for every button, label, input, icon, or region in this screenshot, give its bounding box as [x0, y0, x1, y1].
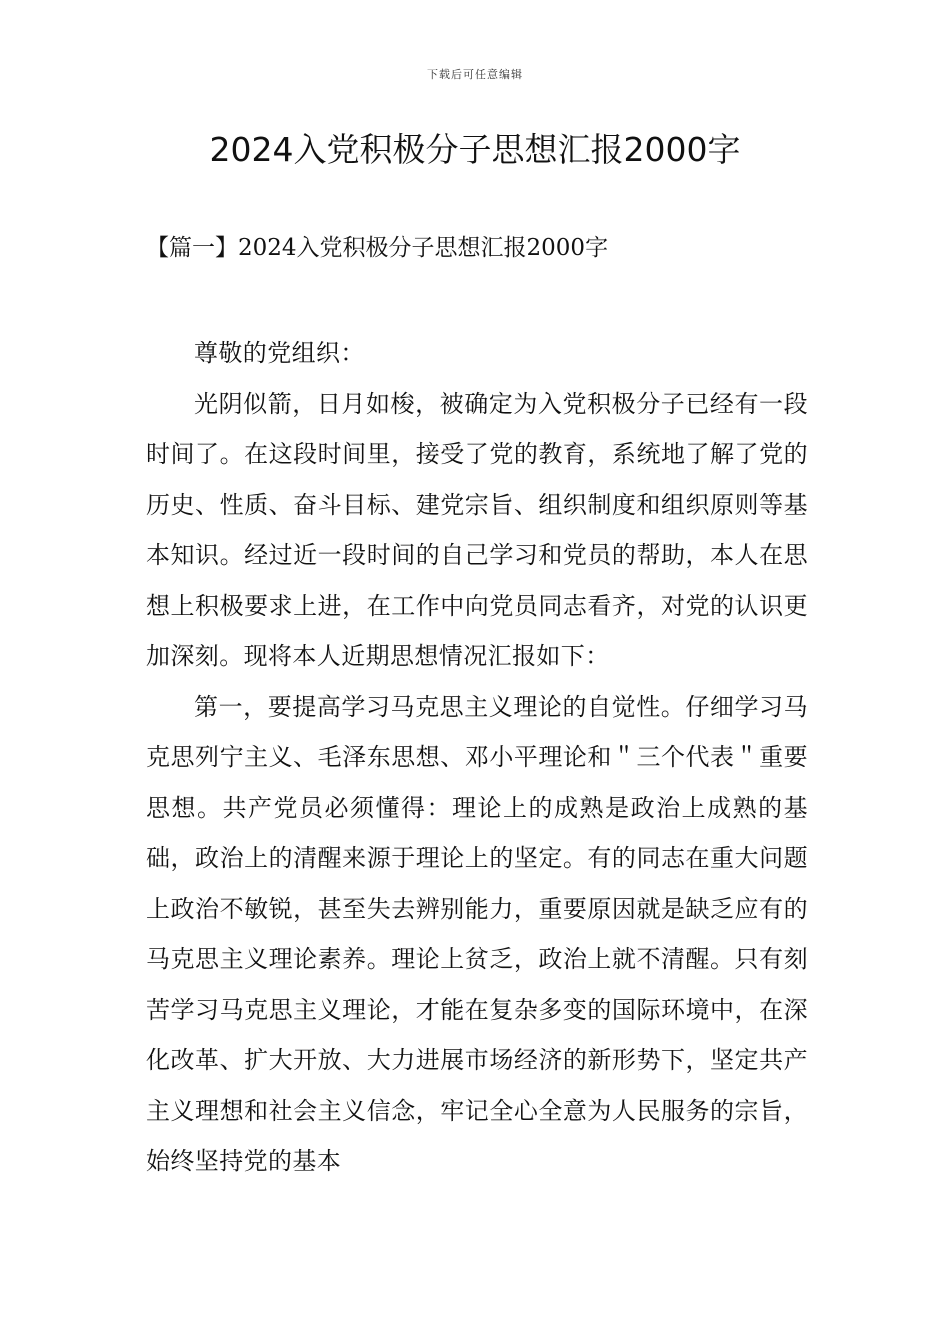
- body-paragraph: 第一，要提高学习马克思主义理论的自觉性。仔细学习马克思列宁主义、毛泽东思想、邓小平理论和＂三个代表＂重要思想。共产党员必须懂得：理论上的成熟是政治上成熟的基础，政治上的清醒来源于理论上的坚定。有的同志在重大问题上政治不敏锐，甚至失去辨别能力，重要原因就是缺乏应有的马克思主义理论素养。理论上贫乏，政治上就不清醒。只有刻苦学习马克思主义理论，才能在复杂多变的国际环境中，在深化改革、扩大开放、大力进展市场经济的新形势下，坚定共产主义理想和社会主义信念，牢记全心全意为人民服务的宗旨，始终坚持党的基本: [146, 692, 808, 1175]
- section-heading: 【篇一】2024入党积极分子思想汇报2000字: [146, 235, 609, 261]
- salutation: 尊敬的党组织：: [194, 339, 365, 367]
- header-note: 下载后可任意编辑: [427, 68, 523, 81]
- body-paragraph: 光阴似箭，日月如梭，被确定为入党积极分子已经有一段时间了。在这段时间里，接受了党的教育，系统地了解了党的历史、性质、奋斗目标、建党宗旨、组织制度和组织原则等基本知识。经过近一段时间的自己学习和党员的帮助，本人在思想上积极要求上进，在工作中向党员同志看齐，对党的认识更加深刻。现将本人近期思想情况汇报如下：: [146, 389, 808, 670]
- document-title: 2024入党积极分子思想汇报2000字: [209, 130, 741, 169]
- document-body: [146, 328, 808, 1187]
